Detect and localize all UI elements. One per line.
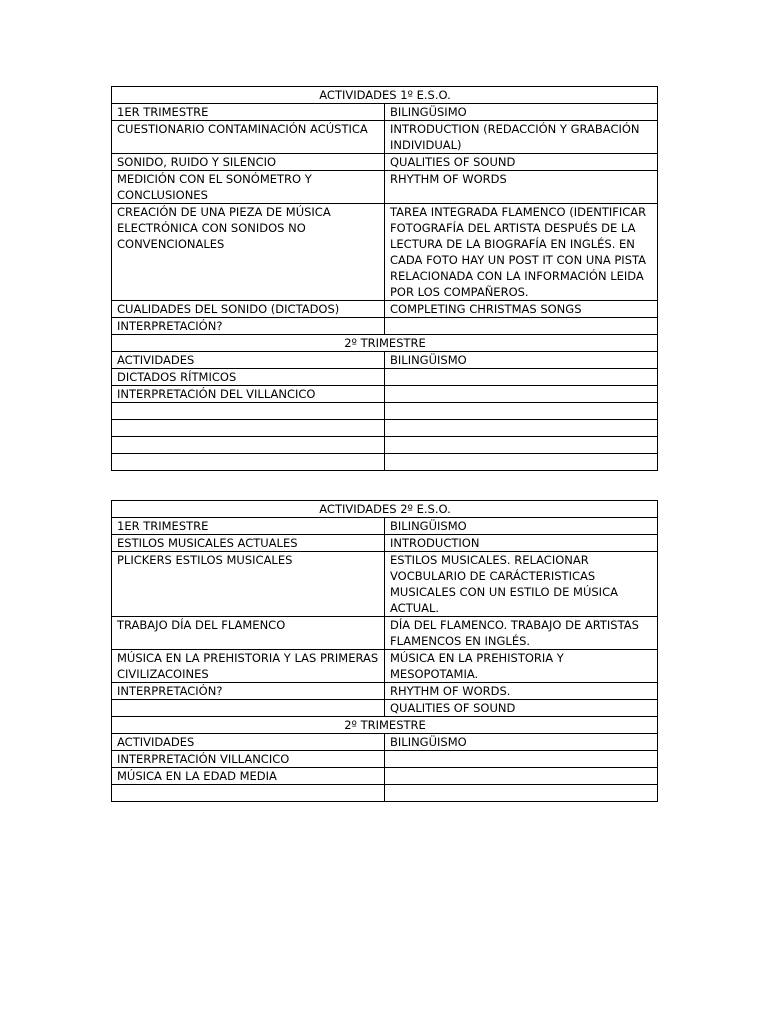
table-row xyxy=(112,617,658,650)
table-cell: RHYTHM OF WORDS. xyxy=(385,683,658,700)
section-header: 2º TRIMESTRE xyxy=(112,335,658,352)
table-row xyxy=(112,386,658,403)
table-cell: QUALITIES OF SOUND xyxy=(385,154,658,171)
table-cell: TAREA INTEGRADA FLAMENCO (IDENTIFICAR FOTOGRAFÍA DEL ARTISTA DESPUÉS DE LA LECTURA DE LA BIOGRAFÍA EN INGLÉS. EN CADA FOTO HAY UN POST IT CON UNA PISTA RELACIONADA CON LA INFORMACIÓN LEIDA POR LOS COMPAÑEROS. xyxy=(385,204,658,301)
table-cell: CUALIDADES DEL SONIDO (DICTADOS) xyxy=(112,301,385,318)
table-cell xyxy=(385,454,658,471)
table-row xyxy=(112,552,658,617)
table-cell xyxy=(385,420,658,437)
table-cell: INTERPRETACIÓN? xyxy=(112,318,385,335)
table-cell: MÚSICA EN LA PREHISTORIA Y MESOPOTAMIA. xyxy=(385,650,658,683)
table-cell xyxy=(112,403,385,420)
table-cell: INTRODUCTION xyxy=(385,535,658,552)
section-header: 2º TRIMESTRE xyxy=(112,717,658,734)
table-cell: ESTILOS MUSICALES ACTUALES xyxy=(112,535,385,552)
table-activities-1-eso xyxy=(111,86,658,471)
table-row xyxy=(112,121,658,154)
table-cell: MÚSICA EN LA PREHISTORIA Y LAS PRIMERAS CIVILIZACOINES xyxy=(112,650,385,683)
table-row xyxy=(112,535,658,552)
table-row xyxy=(112,204,658,301)
table-row xyxy=(112,352,658,369)
table-row xyxy=(112,318,658,335)
table-cell xyxy=(112,700,385,717)
table-row xyxy=(112,437,658,454)
table-cell xyxy=(385,437,658,454)
table-cell xyxy=(112,454,385,471)
table-cell: MEDICIÓN CON EL SONÓMETRO Y CONCLUSIONES xyxy=(112,171,385,204)
table-cell xyxy=(385,785,658,802)
table-cell: INTERPRETACIÓN DEL VILLANCICO xyxy=(112,386,385,403)
table-row xyxy=(112,171,658,204)
table-cell: 1ER TRIMESTRE xyxy=(112,518,385,535)
table-cell xyxy=(385,386,658,403)
section-header-row xyxy=(112,335,658,352)
table-cell: INTRODUCTION (REDACCIÓN Y GRABACIÓN INDIVIDUAL) xyxy=(385,121,658,154)
table-cell xyxy=(112,420,385,437)
table-title: ACTIVIDADES 2º E.S.O. xyxy=(112,501,658,518)
table-cell: BILINGÜISMO xyxy=(385,352,658,369)
table-row xyxy=(112,518,658,535)
table-row xyxy=(112,420,658,437)
table-row xyxy=(112,751,658,768)
table-cell: BILINGÜISMO xyxy=(385,734,658,751)
table-cell: 1ER TRIMESTRE xyxy=(112,104,385,121)
table-cell xyxy=(385,318,658,335)
table-cell: DICTADOS RÍTMICOS xyxy=(112,369,385,386)
table-cell: QUALITIES OF SOUND xyxy=(385,700,658,717)
table-title-row xyxy=(112,501,658,518)
table-cell: INTERPRETACIÓN? xyxy=(112,683,385,700)
table-cell: DÍA DEL FLAMENCO. TRABAJO DE ARTISTAS FLAMENCOS EN INGLÉS. xyxy=(385,617,658,650)
table-row xyxy=(112,369,658,386)
table-cell: SONIDO, RUIDO Y SILENCIO xyxy=(112,154,385,171)
table-cell xyxy=(112,785,385,802)
table-cell: BILINGÜISMO xyxy=(385,518,658,535)
table-cell: MÚSICA EN LA EDAD MEDIA xyxy=(112,768,385,785)
section-header-row xyxy=(112,717,658,734)
table-row xyxy=(112,154,658,171)
table-cell: INTERPRETACIÓN VILLANCICO xyxy=(112,751,385,768)
table-cell: ESTILOS MUSICALES. RELACIONAR VOCBULARIO DE CARÁCTERISTICAS MUSICALES CON UN ESTILO DE MÚSICA ACTUAL. xyxy=(385,552,658,617)
table-row xyxy=(112,734,658,751)
table-cell xyxy=(385,403,658,420)
table-title: ACTIVIDADES 1º E.S.O. xyxy=(112,87,658,104)
table-cell: PLICKERS ESTILOS MUSICALES xyxy=(112,552,385,617)
table-cell: ACTIVIDADES xyxy=(112,352,385,369)
table-row xyxy=(112,454,658,471)
table-cell: COMPLETING CHRISTMAS SONGS xyxy=(385,301,658,318)
table-cell xyxy=(385,768,658,785)
table-row xyxy=(112,785,658,802)
table-cell: CREACIÓN DE UNA PIEZA DE MÚSICA ELECTRÓNICA CON SONIDOS NO CONVENCIONALES xyxy=(112,204,385,301)
table-cell: ACTIVIDADES xyxy=(112,734,385,751)
table-cell: BILINGÜSIMO xyxy=(385,104,658,121)
table-cell: TRABAJO DÍA DEL FLAMENCO xyxy=(112,617,385,650)
table-row xyxy=(112,683,658,700)
table-cell: RHYTHM OF WORDS xyxy=(385,171,658,204)
table-row xyxy=(112,768,658,785)
table-cell xyxy=(385,751,658,768)
table-row xyxy=(112,301,658,318)
table-row xyxy=(112,104,658,121)
table-row xyxy=(112,403,658,420)
table-row xyxy=(112,650,658,683)
table-activities-2-eso xyxy=(111,500,658,802)
table-cell xyxy=(385,369,658,386)
table-title-row xyxy=(112,87,658,104)
table-cell xyxy=(112,437,385,454)
table-cell: CUESTIONARIO CONTAMINACIÓN ACÚSTICA xyxy=(112,121,385,154)
table-row xyxy=(112,700,658,717)
